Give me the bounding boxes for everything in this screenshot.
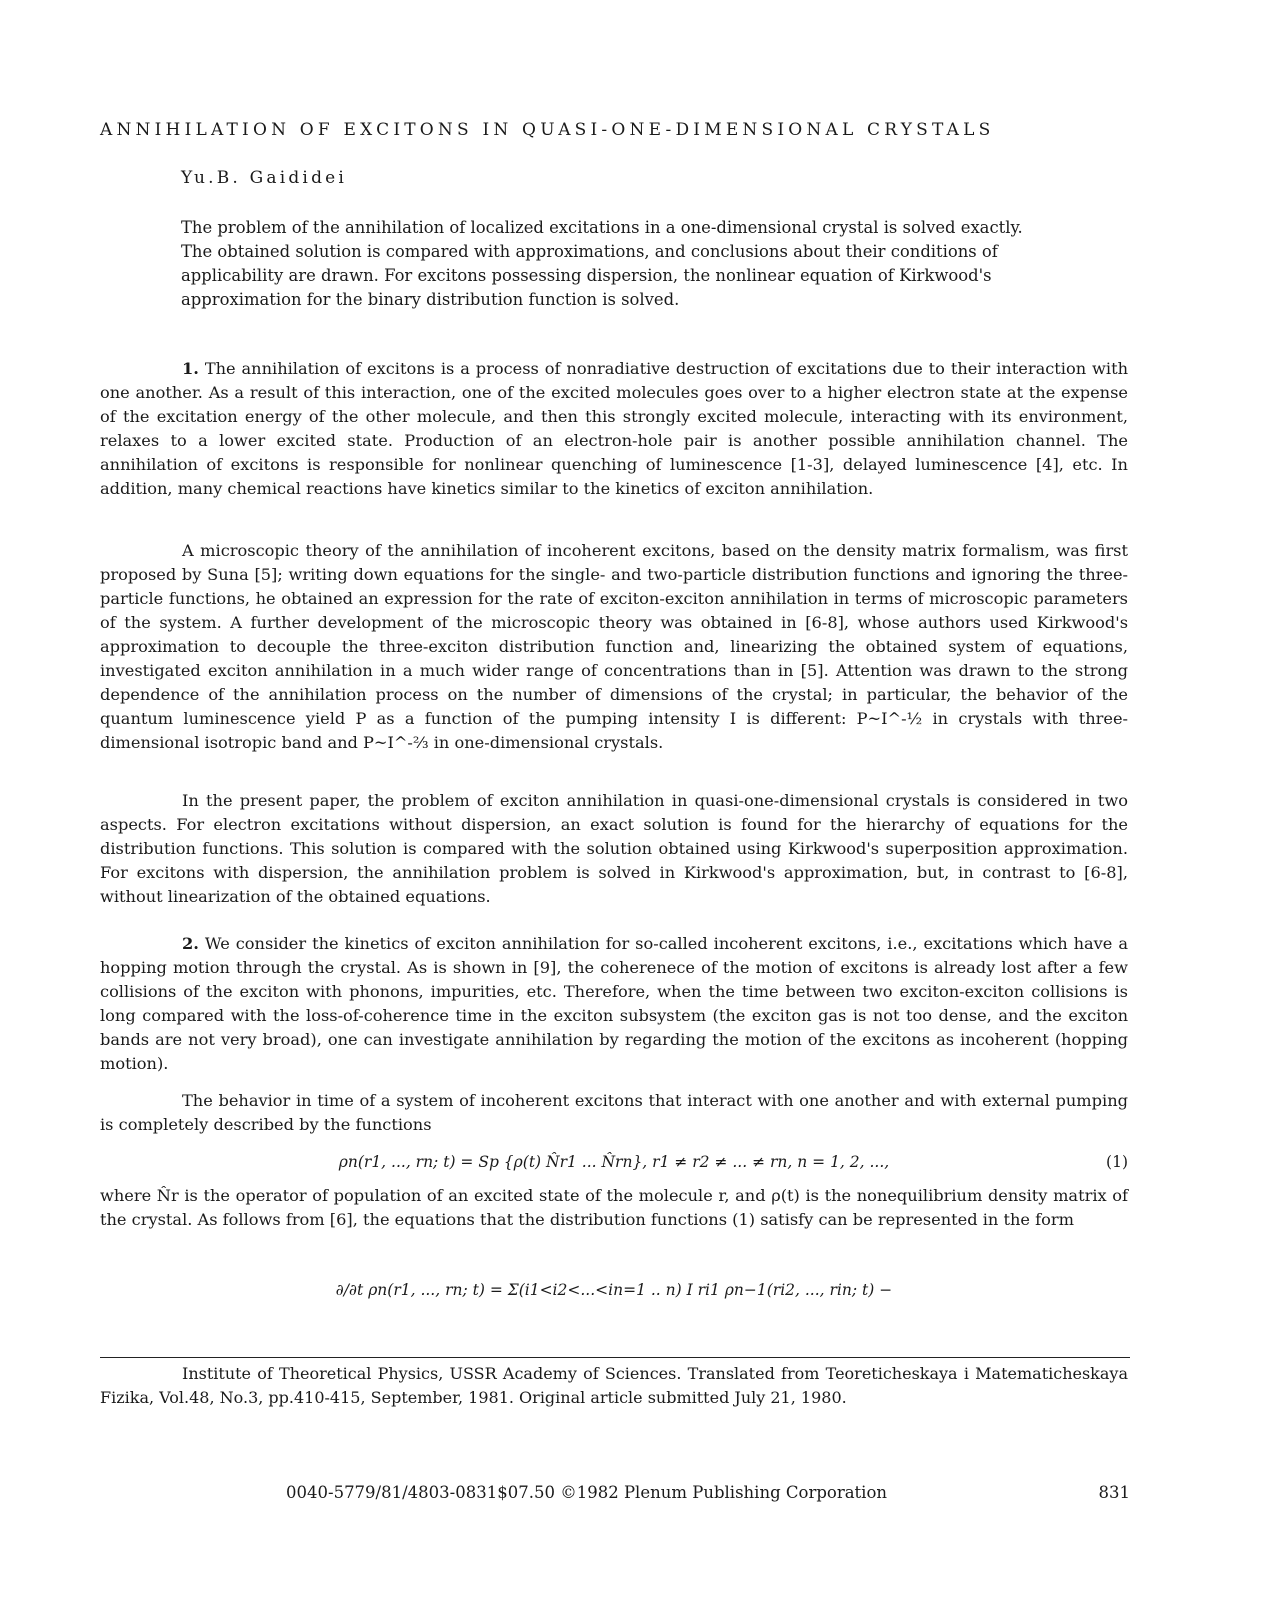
footnote: Institute of Theoretical Physics, USSR Academy of Sciences. Translated from Teoreticheskaya i Matematicheskaya Fizika, Vol.48, No.3, pp.410-415, September, 1981. Original article submitted July 21, 1980. [100,1364,1128,1407]
paragraph-text: We consider the kinetics of exciton annihilation for so-called incoherent excitons, i.e., excitations which have a hopping motion through the crystal. As is shown in [9], the coherenece of the motion of excitons is already lost after a few collisions of the exciton with phonons, impurities, etc. Therefore, when the time between two exciton-exciton collisions is long compared with the loss-of-coherence time in the exciton subsystem (the exciton gas is not too dense, and the exciton bands are not very broad), one can investigate annihilation by regarding the motion of the excitons as incoherent (hopping motion). [100,934,1128,1073]
section-1-paragraph-1 [100,357,1128,501]
equation-2-body: ∂/∂t ρn(r1, ..., rn; t) = Σ(i1<i2<...<in=1 .. n) I ri1 ρn−1(ri2, ..., rin; t) − [335,1281,893,1299]
section-1-paragraph-3 [100,789,1128,909]
equation-1-body: ρn(r1, ..., rn; t) = Sp {ρ(t) N̂r1 ... N̂rn}, r1 ≠ r2 ≠ ... ≠ rn, n = 1, 2, ..., [338,1153,890,1171]
abstract: The problem of the annihilation of localized excitations in a one-dimensional crystal is solved exactly. The obtained solution is compared with approximations, and conclusions about their conditions of applicability are drawn. For excitons possessing dispersion, the nonlinear equation of Kirkwood's approximation for the binary distribution function is solved. [181,218,1023,309]
equation-1 [100,1153,1128,1171]
section-number: 1. [182,359,199,378]
paper-title: ANNIHILATION OF EXCITONS IN QUASI-ONE-DIMENSIONAL CRYSTALS [100,120,995,140]
paragraph-text: A microscopic theory of the annihilation of incoherent excitons, based on the density matrix formalism, was first proposed by Suna [5]; writing down equations for the single- and two-particle distribution functions and ignoring the three-particle functions, he obtained an expression for the rate of exciton-exciton annihilation in terms of microscopic parameters of the system. A further development of the microscopic theory was obtained in [6-8], whose authors used Kirkwood's approximation to decouple the three-exciton distribution function and, linearizing the obtained system of equations, investigated exciton annihilation in a much wider range of concentrations than in [5]. Attention was drawn to the strong dependence of the annihilation process on the number of dimensions of the crystal; in particular, the behavior of the quantum luminescence yield P as a function of the pumping intensity I is different: P~I^-½ in crystals with three-dimensional isotropic band and P~I^-⅔ in one-dimensional crystals. [100,541,1128,752]
section-1-paragraph-2 [100,539,1128,755]
equation-2 [100,1281,1128,1299]
paragraph-text: The behavior in time of a system of incoherent excitons that interact with one another and with external pumping is completely described by the functions [100,1091,1128,1134]
equation-1-label: (1) [1106,1153,1128,1171]
footnote-divider [100,1357,1130,1358]
page-number: 831 [1098,1483,1130,1502]
footer-copyright: 0040-5779/81/4803-0831$07.50 ©1982 Plenum Publishing Corporation [286,1483,888,1502]
section-number: 2. [182,934,199,953]
section-2-paragraph-1 [100,932,1128,1076]
section-2-paragraph-2 [100,1089,1128,1137]
paragraph-after-equation-1: where N̂r is the operator of population of an excited state of the molecule r, and ρ(t) is the nonequilibrium density matrix of the crystal. As follows from [6], the equations that the distribution functions (1) satisfy can be represented in the form [100,1186,1128,1229]
paragraph-text: In the present paper, the problem of exciton annihilation in quasi-one-dimensional crystals is considered in two aspects. For electron excitations without dispersion, an exact solution is found for the hierarchy of equations for the distribution functions. This solution is compared with the solution obtained using Kirkwood's superposition approximation. For excitons with dispersion, the annihilation problem is solved in Kirkwood's approximation, but, in contrast to [6-8], without linearization of the obtained equations. [100,791,1128,906]
paragraph-text: The annihilation of excitons is a process of nonradiative destruction of excitations due to their interaction with one another. As a result of this interaction, one of the excited molecules goes over to a higher electron state at the expense of the excitation energy of the other molecule, and then this strongly excited molecule, interacting with its environment, relaxes to a lower excited state. Production of an electron-hole pair is another possible annihilation channel. The annihilation of excitons is responsible for nonlinear quenching of luminescence [1-3], delayed luminescence [4], etc. In addition, many chemical reactions have kinetics similar to the kinetics of exciton annihilation. [100,359,1128,498]
paper-author: Yu.B. Gaididei [181,168,348,188]
